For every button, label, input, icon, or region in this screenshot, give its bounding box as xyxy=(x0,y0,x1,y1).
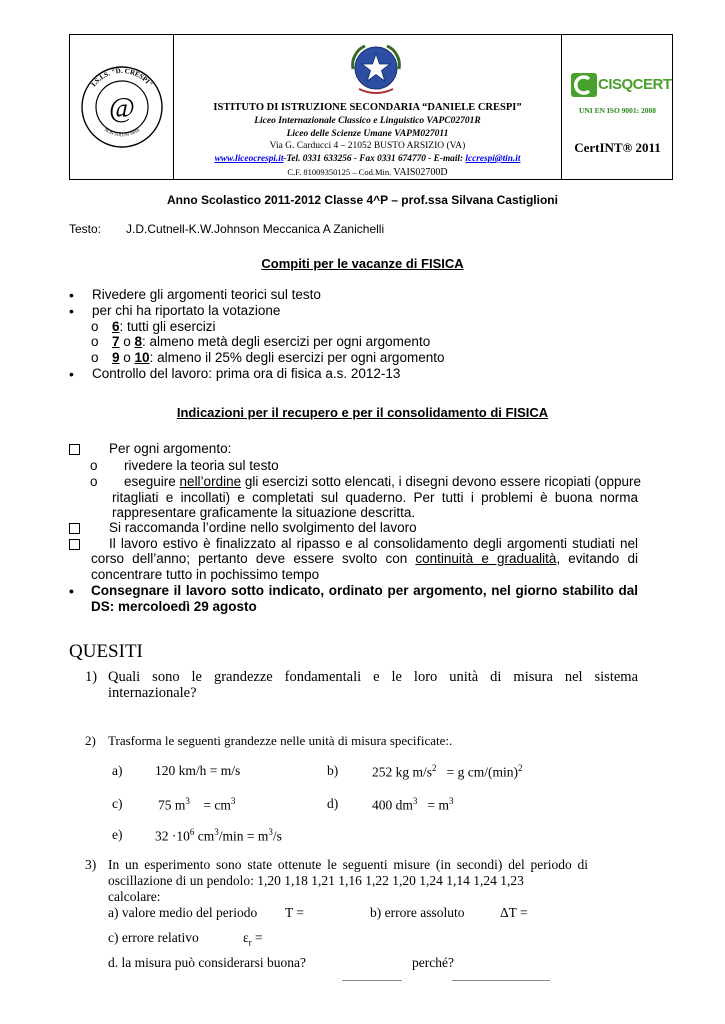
contacts-text: -Tel. 0331 633256 - Fax 0331 674770 - E-mail: xyxy=(283,154,466,164)
ind-o1-text: rivedere la teoria sul testo xyxy=(124,458,279,473)
grade-8: 8 xyxy=(134,334,143,349)
q2b-eq: = g cm/(min) xyxy=(446,764,518,780)
grade-7: 7 xyxy=(112,334,120,349)
q3-line-2: oscillazione di un pendolo: 1,20 1,18 1,21 1,16 1,22 1,20 1,24 1,14 1,24 1,23 xyxy=(108,873,524,888)
ind-point-2 xyxy=(69,520,417,537)
institute-name: ISTITUTO DI ISTRUZIONE SECONDARIA “DANIELE CRESPI” xyxy=(213,102,522,113)
cf-label: C.F. 81009350125 – Cod.Min. xyxy=(287,167,392,177)
republic-emblem-icon xyxy=(345,39,407,97)
q2c-value: 75 m xyxy=(158,797,186,813)
cisqcert-logo xyxy=(571,73,672,97)
circle-bullet-icon: o xyxy=(91,350,99,365)
compiti-title: Compiti per le vacanze di FISICA xyxy=(261,256,464,271)
ind-p4-line-2: DS: mercoloedì 29 agosto xyxy=(91,599,257,614)
q3-line-1: In un esperimento sono state ottenute le seguenti misure (in secondi) del periodo di xyxy=(108,857,588,872)
circle-bullet-icon: o xyxy=(91,334,99,349)
seal-motto: NON SOLUM MIHI xyxy=(103,127,141,138)
ind-p2-text: Si raccomanda l’ordine nello svolgimento del lavoro xyxy=(109,520,417,535)
q2-number: 2) xyxy=(85,733,96,748)
q3a-symbol: T = xyxy=(285,905,304,920)
q2b-expr xyxy=(372,763,523,781)
address: Via G. Carducci 4 – 21052 BUSTO ARSIZIO (VA) xyxy=(269,141,466,151)
bullet-icon: • xyxy=(69,583,74,599)
or-text: o xyxy=(119,334,135,349)
ind-p1-text: Per ogni argomento: xyxy=(109,441,232,456)
q2e-rest: /min = m xyxy=(218,828,269,844)
checkbox-icon xyxy=(69,523,80,534)
or-text: o xyxy=(119,350,135,365)
ind-p3-l2b: , evitando di xyxy=(556,551,638,566)
q3c-symbol xyxy=(243,930,263,948)
svg-text:I.S.I.S. "D. CRESPI" xyxy=(90,67,155,88)
compiti-sub-2 xyxy=(91,334,431,349)
school-seal-logo xyxy=(70,35,174,179)
testo-value: J.D.Cutnell-K.W.Johnson Meccanica A Zanichelli xyxy=(126,222,385,236)
q3d-text: d. la misura può considerarsi buona? xyxy=(108,955,306,970)
q3c-text: c) errore relativo xyxy=(108,930,199,945)
ind-sub-2 xyxy=(90,474,642,489)
checkbox-icon xyxy=(69,539,80,550)
compiti-bullet-1 xyxy=(69,287,321,303)
q3d-reason-blank[interactable] xyxy=(452,968,550,986)
compiti-sub-1 xyxy=(91,319,216,334)
circle-bullet-icon: o xyxy=(90,474,98,489)
q1-line-1: Quali sono le grandezze fondamentali e le loro unità di misura nel sistema xyxy=(108,669,638,685)
ind-p3-l2u: continuità e gradualità xyxy=(415,551,557,566)
testo-label: Testo: xyxy=(69,222,102,236)
q3b-symbol: ΔT = xyxy=(500,905,528,920)
epsilon-symbol: ε xyxy=(243,930,249,945)
header-table xyxy=(69,34,673,180)
q2b-exp: 2 xyxy=(432,763,437,773)
q2a-label: a) xyxy=(112,763,123,778)
compiti-b1-text: Rivedere gli argomenti teorici sul testo xyxy=(92,287,321,302)
q2d-exp: 3 xyxy=(412,796,418,806)
checkbox-icon xyxy=(69,444,80,455)
q2e-exp2: 3 xyxy=(214,827,219,837)
quesiti-title: QUESITI xyxy=(69,641,143,662)
bullet-icon: • xyxy=(69,303,74,319)
institute-info-cell xyxy=(174,35,561,179)
q3b-text: b) errore assoluto xyxy=(370,905,465,920)
ind-p3-line-3: concentrare tutto in pochissimo tempo xyxy=(91,567,320,582)
indicazioni-title: Indicazioni per il recupero e per il consolidamento di FISICA xyxy=(176,405,549,420)
q3-number: 3) xyxy=(85,857,97,872)
compiti-sub-3 xyxy=(91,350,445,365)
compiti-b3-text: Controllo del lavoro: prima ora di fisica a.s. 2012-13 xyxy=(92,366,401,381)
q1-number: 1) xyxy=(85,669,98,685)
ind-p3-l2a: corso dell’anno; pertanto deve essere svolto con xyxy=(91,551,416,566)
q2e-tail: /s xyxy=(272,828,282,844)
ind-o2-a: eseguire xyxy=(124,474,180,489)
q2c-eq: = cm xyxy=(203,797,231,813)
q2e-expr xyxy=(155,827,282,845)
q2e-unit: cm xyxy=(194,828,215,844)
ind-o2-line-3: rappresentare graficamente la situazione descritta. xyxy=(112,505,416,520)
svg-text:NON SOLUM MIHI xyxy=(104,127,141,137)
ind-o2-u: nell’ordine xyxy=(179,474,242,489)
cisqcert-text: CISQCERT xyxy=(598,76,672,93)
ind-point-3 xyxy=(69,538,80,553)
school-year-line: Anno Scolastico 2011-2012 Classe 4^P – prof.ssa Silvana Castiglioni xyxy=(167,193,558,207)
circle-bullet-icon: o xyxy=(91,319,99,334)
bullet-icon: • xyxy=(69,366,74,382)
liceo-line-1: Liceo Internazionale Classico e Linguistico VAPC02701R xyxy=(254,116,481,126)
q2c-exp: 3 xyxy=(185,796,190,806)
q2d-exp2: 3 xyxy=(449,796,454,806)
q1-line-2: internazionale? xyxy=(108,685,197,701)
q2d-value: 400 dm xyxy=(372,797,413,813)
ind-p4-line-1: Consegnare il lavoro sotto indicato, ordinato per argomento, nel giorno stabilito dal xyxy=(91,583,638,598)
compiti-s1-text: : tutti gli esercizi xyxy=(119,319,216,334)
ind-point-4 xyxy=(69,583,74,599)
compiti-s3-text: : almeno il 25% degli esercizi per ogni argomento xyxy=(149,350,445,365)
seal-letter: @ xyxy=(109,93,135,124)
compiti-b2-text: per chi ha riportato la votazione xyxy=(92,303,281,318)
q2c-expr xyxy=(158,796,235,814)
q2b-value: 252 kg m/s xyxy=(372,764,433,780)
certification-cell xyxy=(561,35,672,179)
compiti-s2-text: : almeno metà degli esercizi per ogni argomento xyxy=(142,334,431,349)
website-link[interactable]: www.liceocrespi.it xyxy=(214,154,284,164)
ind-point-1 xyxy=(69,441,232,458)
ind-o2-line-2: ritagliati e incollati) e completati sul quaderno. Per tutti i problemi è buona norma xyxy=(112,490,638,505)
cert-int: CertINT® 2011 xyxy=(574,140,661,155)
compiti-bullet-2 xyxy=(69,303,281,319)
liceo-line-2: Liceo delle Scienze Umane VAPM027011 xyxy=(286,129,449,139)
q2c-exp2: 3 xyxy=(230,796,236,806)
q2d-eq: = m xyxy=(427,797,450,813)
q2a-value: 120 km/h = m/s xyxy=(155,763,241,778)
bullet-icon: • xyxy=(69,287,74,303)
q2e-exp: 6 xyxy=(189,827,195,837)
q2d-label: d) xyxy=(327,796,339,811)
codes-line xyxy=(174,167,561,178)
school-logo-cell xyxy=(70,35,174,179)
q3-line-3: calcolare: xyxy=(108,889,161,904)
epsilon-sub: r xyxy=(248,937,252,948)
ind-p3-line-1: Il lavoro estivo è finalizzato al ripasso e al consolidamento degli argomenti studiati nel xyxy=(109,536,638,551)
cod-min: VAIS02700D xyxy=(393,167,448,178)
q2e-label: e) xyxy=(112,827,123,842)
compiti-bullet-3 xyxy=(69,366,401,382)
iso-standard: UNI EN ISO 9001: 2008 xyxy=(578,106,657,115)
q2b-exp2: 2 xyxy=(518,763,523,773)
contacts-line xyxy=(174,154,561,164)
grade-9: 9 xyxy=(112,350,120,365)
q3c-eq: = xyxy=(251,930,263,945)
q2-text: Trasforma le seguenti grandezze nelle unità di misura specificate:. xyxy=(108,733,453,748)
seal-name: I.S.I.S. "D. CRESPI" xyxy=(89,66,155,89)
q2e-value: 32 ·10 xyxy=(155,828,190,844)
email-link[interactable]: lccrespi@tin.it xyxy=(465,154,521,164)
ind-o2-b: gli esercizi sotto elencati, i disegni devono essere ricopiati (oppure xyxy=(241,474,642,489)
q2e-exp3: 3 xyxy=(268,827,273,837)
ind-sub-1 xyxy=(90,458,279,473)
q2b-label: b) xyxy=(327,763,339,778)
q3a-text: a) valore medio del periodo xyxy=(108,905,258,920)
q3d-perche: perché? xyxy=(412,955,454,970)
circle-bullet-icon: o xyxy=(90,458,98,473)
ind-p3-line-2 xyxy=(91,551,638,566)
q3d-answer-blank[interactable] xyxy=(342,968,402,986)
q2d-expr xyxy=(372,796,454,814)
q2c-label: c) xyxy=(112,796,123,811)
cisqcert-mark-icon xyxy=(571,73,597,97)
grade-10: 10 xyxy=(134,350,150,365)
grade-6: 6 xyxy=(112,319,120,334)
